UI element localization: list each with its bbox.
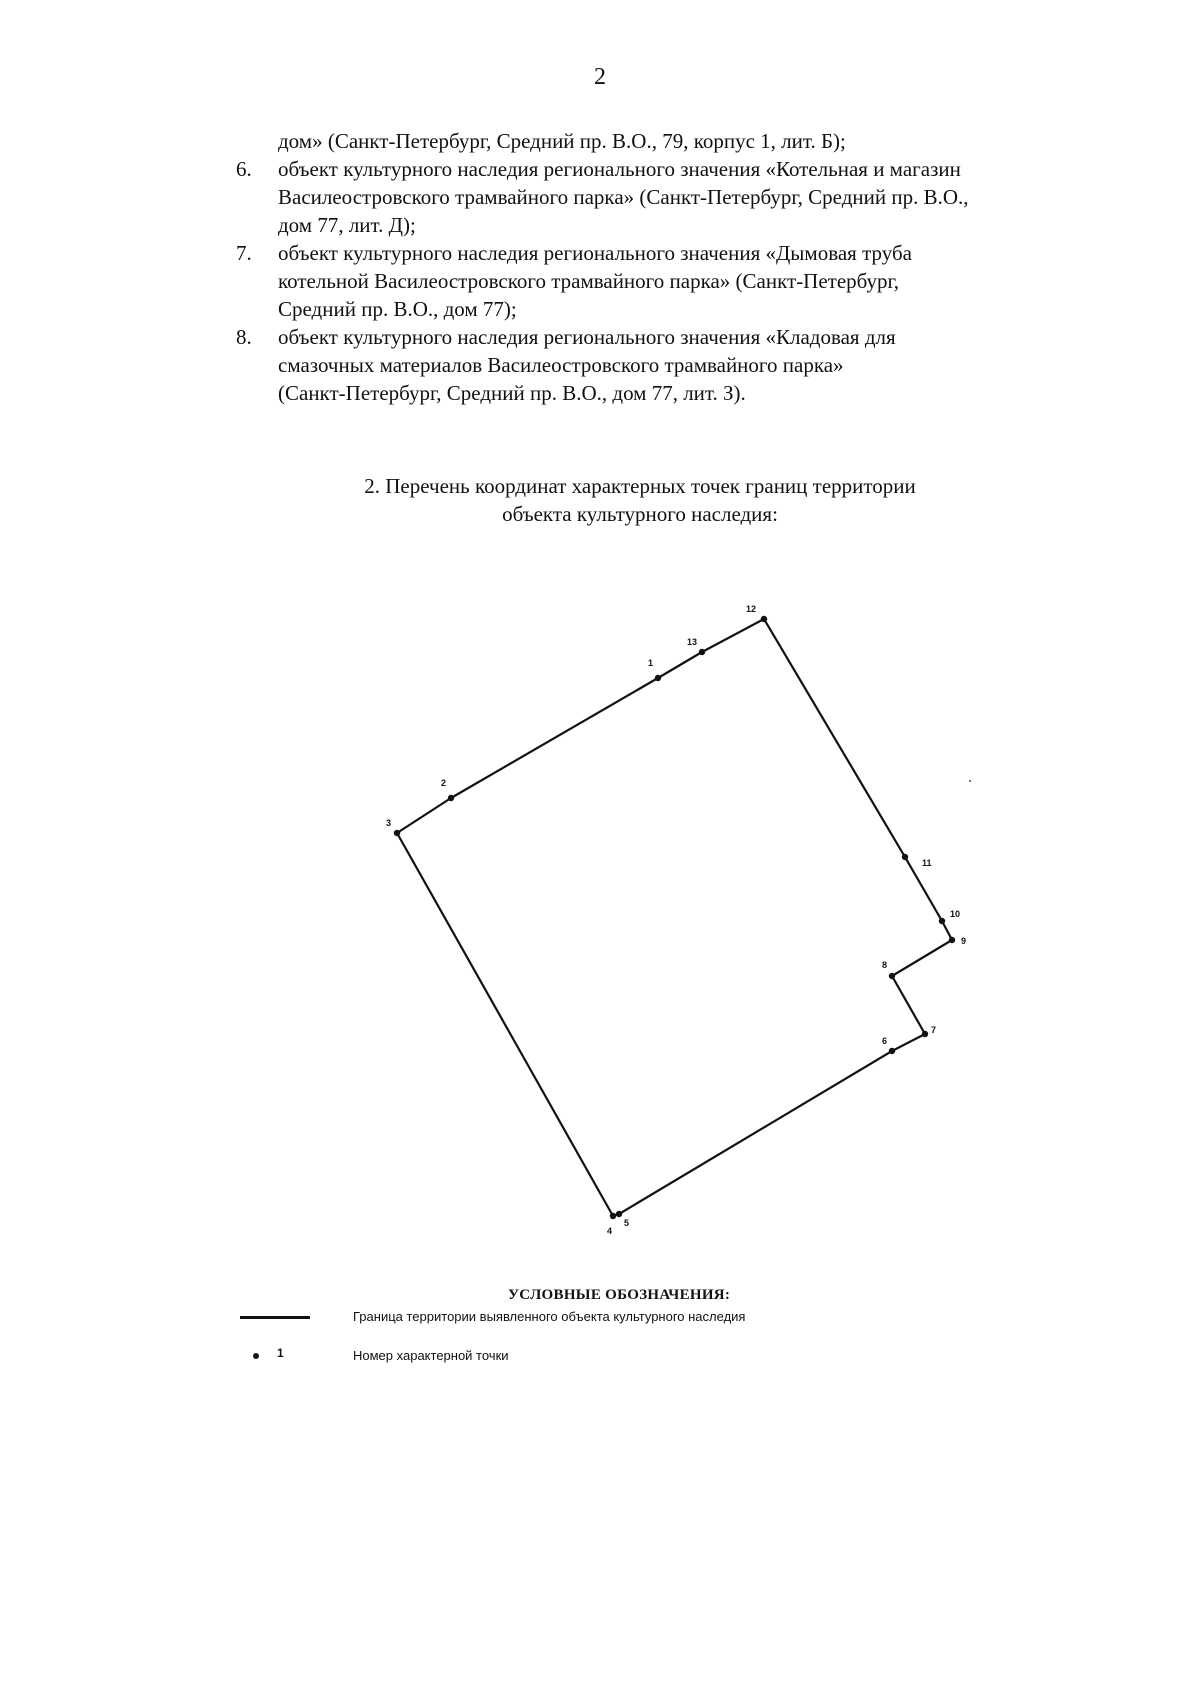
list-item-line: дом 77, лит. Д); <box>278 213 416 237</box>
boundary-point-marker <box>889 1048 895 1054</box>
boundary-point-label: 12 <box>746 604 757 614</box>
legend-point-text: Номер характерной точки <box>353 1348 509 1363</box>
list-item-line: смазочных материалов Василеостровского трамвайного парка» <box>278 353 844 377</box>
legend-boundary-symbol <box>240 1316 310 1319</box>
boundary-point-label: 13 <box>687 637 698 647</box>
continuation-line: дом» (Санкт-Петербург, Средний пр. В.О., 79, корпус 1, лит. Б); <box>278 129 846 153</box>
boundary-point-label: 6 <box>882 1036 888 1046</box>
boundary-point-marker <box>889 973 895 979</box>
list-item-line: Средний пр. В.О., дом 77); <box>278 297 517 321</box>
list-item-line: объект культурного наследия регионального значения «Кладовая для <box>278 325 896 349</box>
boundary-points <box>386 604 966 1236</box>
section-heading <box>0 472 1200 528</box>
boundary-point-label: 2 <box>441 778 447 788</box>
scan-speck <box>969 780 971 782</box>
list-item <box>236 155 969 239</box>
list-item-line: (Санкт-Петербург, Средний пр. В.О., дом 77, лит. З). <box>278 381 746 405</box>
boundary-point-marker <box>939 918 945 924</box>
boundary-point-label: 8 <box>882 960 888 970</box>
section-heading-line: объекта культурного наследия: <box>502 502 778 526</box>
boundary-point-label: 10 <box>950 909 961 919</box>
list-item <box>236 323 896 407</box>
boundary-point-label: 3 <box>386 818 392 828</box>
list-item-line: объект культурного наследия регионального значения «Котельная и магазин <box>278 157 961 181</box>
boundary-point-marker <box>922 1031 928 1037</box>
list-item-text <box>278 155 969 239</box>
list-item-text <box>278 323 896 407</box>
section-heading-line: 2. Перечень координат характерных точек границ территории <box>364 474 916 498</box>
list-item <box>236 239 912 323</box>
list-item-line: Василеостровского трамвайного парка» (Санкт-Петербург, Средний пр. В.О., <box>278 185 969 209</box>
boundary-point-marker <box>761 616 767 622</box>
legend-boundary-text: Граница территории выявленного объекта культурного наследия <box>353 1309 746 1324</box>
page-number: 2 <box>594 64 606 90</box>
boundary-point-marker <box>655 675 661 681</box>
boundary-plan <box>0 590 1200 1270</box>
legend-point-sample: 1 <box>277 1346 284 1360</box>
legend-title: УСЛОВНЫЕ ОБОЗНАЧЕНИЯ: <box>508 1287 731 1303</box>
boundary-point-marker <box>448 795 454 801</box>
boundary-line <box>397 619 952 1216</box>
boundary-point-label: 7 <box>931 1025 937 1035</box>
list-item-number: 6. <box>236 157 252 181</box>
boundary-point-label: 11 <box>922 858 932 868</box>
boundary-point-marker <box>902 854 908 860</box>
boundary-point-label: 9 <box>961 936 967 946</box>
boundary-point-marker <box>616 1211 622 1217</box>
list-item-number: 7. <box>236 241 252 265</box>
list-item-line: котельной Василеостровского трамвайного парка» (Санкт-Петербург, <box>278 269 900 293</box>
legend-point-symbol <box>253 1353 259 1359</box>
boundary-point-marker <box>394 830 400 836</box>
boundary-point-label: 1 <box>648 658 654 668</box>
boundary-point-label: 5 <box>624 1218 630 1228</box>
boundary-point-marker <box>699 649 705 655</box>
list-item-number: 8. <box>236 325 252 349</box>
list-item-line: объект культурного наследия регионального значения «Дымовая труба <box>278 241 912 265</box>
list-item-text <box>278 239 912 323</box>
boundary-point-marker <box>610 1213 616 1219</box>
boundary-point-label: 4 <box>607 1226 613 1236</box>
boundary-point-marker <box>949 937 955 943</box>
